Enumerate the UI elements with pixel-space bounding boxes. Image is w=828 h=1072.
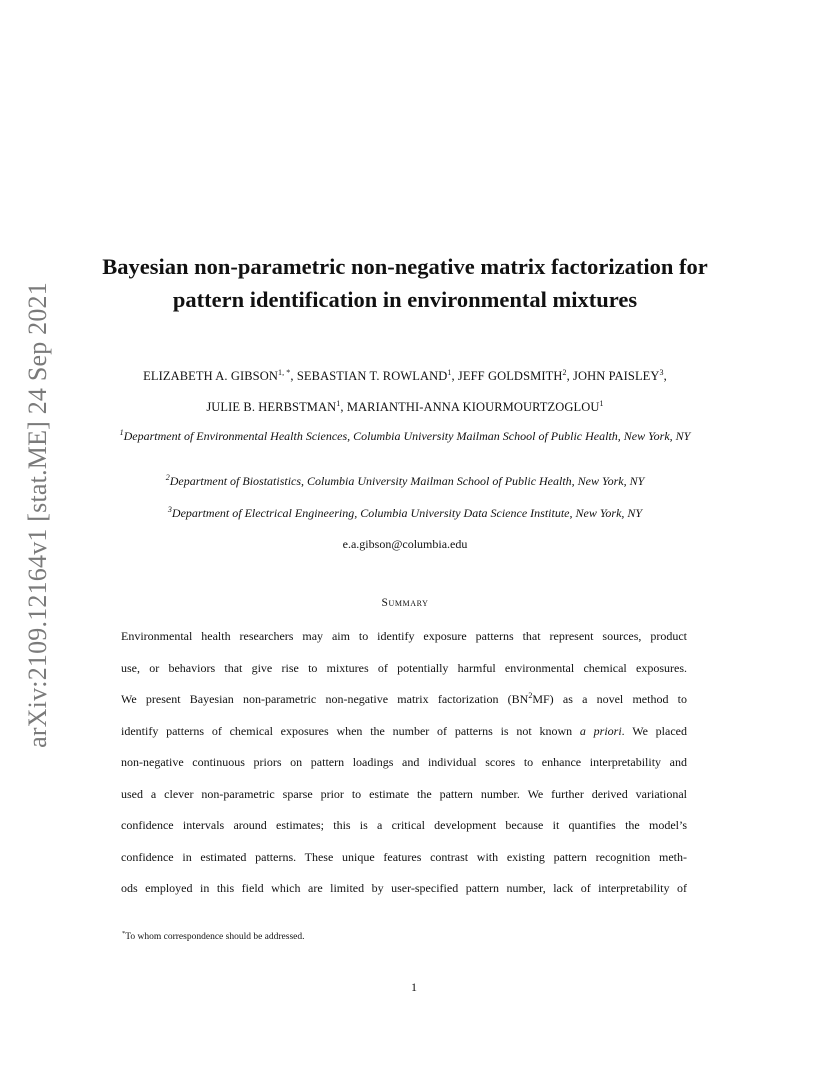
abstract-text: MF) as a novel method to bbox=[532, 692, 687, 706]
footnote-text: To whom correspondence should be addressed. bbox=[125, 932, 305, 942]
author-affiliation-mark: 1 bbox=[336, 398, 341, 408]
affiliation-1 bbox=[115, 429, 695, 445]
affiliation-3 bbox=[115, 506, 695, 522]
author-name: , JOHN PAISLEY bbox=[566, 369, 660, 383]
affiliation-2 bbox=[115, 474, 695, 490]
author-affiliation-mark: 3 bbox=[659, 367, 664, 377]
abstract-line: ods employed in this field which are limited by user-specified pattern number, lack of interpretability of bbox=[121, 881, 687, 895]
affiliation-text: Department of Biostatistics, Columbia University Mailman School of Public Health, New York, NY bbox=[169, 474, 645, 488]
paper-title: Bayesian non-parametric non-negative matrix factorization for pattern identification in environmental mixtures bbox=[102, 254, 708, 312]
abstract-line: Environmental health researchers may aim to identify exposure patterns that represent sources, product bbox=[121, 629, 687, 643]
author-name: , JEFF GOLDSMITH bbox=[451, 369, 563, 383]
author-name: , SEBASTIAN T. ROWLAND bbox=[290, 369, 448, 383]
arxiv-identifier: arXiv:2109.12164v1 [stat.ME] 24 Sep 2021 bbox=[23, 282, 52, 748]
affiliation-text: Department of Environmental Health Sciences, Columbia University Mailman School of Public Health, New York, NY bbox=[123, 429, 691, 443]
author-line-1 bbox=[100, 368, 710, 384]
abstract-text: . We placed bbox=[621, 723, 687, 738]
affiliation-mark: 2 bbox=[165, 473, 170, 482]
author-separator: , bbox=[663, 369, 667, 383]
footnote bbox=[122, 929, 305, 942]
page-number: 1 bbox=[411, 980, 417, 994]
arxiv-watermark bbox=[18, 280, 58, 750]
affiliation-mark: 3 bbox=[167, 505, 172, 514]
abstract-text: identify patterns of chemical exposures when the number of patterns is not known bbox=[121, 723, 580, 738]
abstract-superscript: 2 bbox=[528, 691, 533, 700]
abstract-line: used a clever non-parametric sparse prior to estimate the pattern number. We further derived variational bbox=[121, 786, 687, 801]
footnote-mark: * bbox=[122, 929, 126, 937]
summary-heading: Summary bbox=[381, 597, 429, 609]
author-affiliation-mark: 2 bbox=[562, 367, 567, 377]
abstract-text: We present Bayesian non-parametric non-negative matrix factorization (BN bbox=[121, 692, 529, 706]
author-affiliation-mark: 1 bbox=[447, 367, 452, 377]
abstract-line: non-negative continuous priors on pattern loadings and individual scores to enhance interpretability and bbox=[121, 755, 687, 769]
contact-email: e.a.gibson@columbia.edu bbox=[342, 537, 468, 551]
abstract-line bbox=[121, 721, 687, 753]
author-name: , MARIANTHI-ANNA KIOURMOURTZOGLOU bbox=[340, 400, 600, 414]
affiliation-text: Department of Electrical Engineering, Columbia University Data Science Institute, New York, NY bbox=[171, 506, 643, 520]
author-affiliation-mark: 1 bbox=[599, 398, 604, 408]
abstract-emphasis: a priori bbox=[579, 723, 622, 738]
author-name: JULIE B. HERBSTMAN bbox=[206, 400, 337, 414]
author-name: ELIZABETH A. GIBSON bbox=[143, 369, 278, 383]
abstract-line: confidence intervals around estimates; this is a critical development because it quantifies the model’s bbox=[121, 818, 687, 832]
author-affiliation-mark: 1, * bbox=[278, 367, 291, 377]
abstract-line bbox=[121, 689, 687, 721]
affiliation-mark: 1 bbox=[119, 428, 124, 437]
abstract bbox=[121, 626, 687, 910]
abstract-line: confidence in estimated patterns. These unique features contrast with existing pattern recognition meth- bbox=[121, 849, 687, 864]
author-line-2 bbox=[100, 399, 710, 415]
abstract-line: use, or behaviors that give rise to mixtures of potentially harmful environmental chemical exposures. bbox=[121, 660, 687, 675]
